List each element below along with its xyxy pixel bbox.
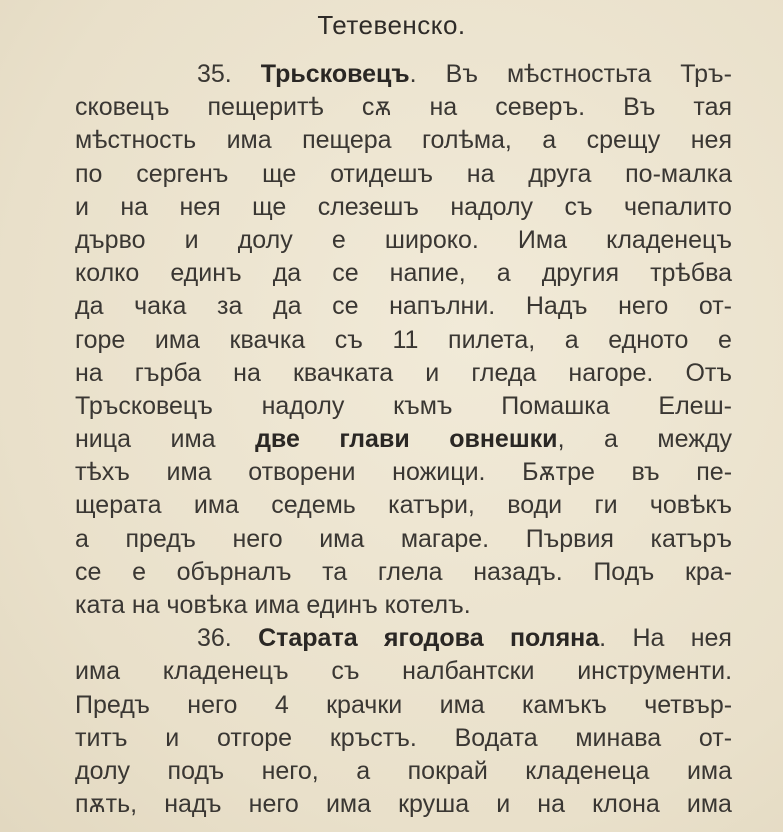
text-line <box>75 290 732 323</box>
text-segment: него, <box>261 756 319 785</box>
text-segment: северъ. <box>495 93 586 122</box>
text-line <box>75 788 732 821</box>
text-segment: на <box>75 358 103 387</box>
text-segment: Отъ <box>685 358 732 387</box>
body-text <box>75 58 732 821</box>
text-segment: 35. <box>197 60 232 88</box>
text-line <box>75 224 732 257</box>
text-segment: а <box>356 756 371 785</box>
text-segment: има <box>439 690 485 719</box>
text-segment: предъ <box>125 524 196 553</box>
text-segment: катъръ <box>650 524 732 553</box>
text-segment: него <box>618 292 669 321</box>
text-segment: съ <box>331 657 360 686</box>
text-line <box>75 423 732 456</box>
text-segment: се <box>75 557 102 586</box>
text-segment: да <box>272 292 302 321</box>
text-segment: от- <box>698 292 732 321</box>
text-segment: от- <box>698 723 733 752</box>
text-segment: другия <box>541 259 620 288</box>
text-segment: сковецъ <box>75 93 170 122</box>
text-line <box>75 124 732 157</box>
text-segment: нея <box>179 192 221 221</box>
text-segment: а <box>564 325 579 354</box>
bold-heading-text: овнешки <box>449 425 558 454</box>
text-line <box>75 390 732 423</box>
text-segment: обърналъ <box>176 557 292 586</box>
text-segment: напълни. <box>389 292 496 321</box>
text-segment: има <box>325 790 371 819</box>
text-segment: тѣхъ <box>75 458 130 487</box>
text-segment: води <box>507 491 563 520</box>
text-segment: гледа <box>471 358 537 387</box>
bold-heading-text: ягодова <box>383 624 484 653</box>
text-segment: Подъ <box>593 557 655 586</box>
text-line <box>75 722 732 755</box>
text-segment: Въ <box>445 60 478 88</box>
text-line <box>75 357 732 390</box>
text-segment: четвър- <box>644 690 733 719</box>
text-segment: сѫ <box>361 93 392 122</box>
text-segment: и <box>425 358 440 387</box>
text-segment: къмъ <box>393 391 453 420</box>
text-segment: е <box>718 325 732 354</box>
text-segment: щерата <box>75 491 162 520</box>
text-segment: пилета, <box>448 325 536 354</box>
text-segment: колко <box>75 259 140 288</box>
text-segment: отворени <box>248 458 356 487</box>
text-segment: пѫть, <box>75 790 138 819</box>
bold-heading-text: глави <box>339 425 410 454</box>
text-segment: да <box>75 292 104 321</box>
text-segment: единъ <box>170 259 242 288</box>
text-segment: има <box>170 425 216 454</box>
text-segment: мѣстностьта <box>506 60 652 88</box>
text-segment: въ <box>631 458 660 487</box>
text-segment: ножици. <box>392 458 486 487</box>
text-segment: 11 <box>392 325 419 354</box>
text-segment: него <box>187 690 238 719</box>
text-segment: глела <box>377 557 443 586</box>
text-segment: надолу <box>450 192 534 221</box>
text-segment: голѣма, <box>421 126 512 155</box>
text-segment: има <box>226 126 272 155</box>
bold-heading-text: поляна <box>509 624 600 653</box>
text-segment: напие, <box>389 259 466 288</box>
text-segment: ще <box>262 159 297 188</box>
text-segment: на <box>120 192 149 221</box>
text-segment: клона <box>592 790 660 819</box>
text-segment: и <box>184 225 199 254</box>
text-segment: друга <box>528 159 592 188</box>
text-segment: нея <box>690 126 732 155</box>
text-segment: долу <box>237 225 293 254</box>
page-heading: Тетевенско. <box>317 10 466 40</box>
text-segment: инструменти. <box>577 657 733 686</box>
text-segment: съ <box>334 325 363 354</box>
text-segment: за <box>217 292 243 321</box>
text-line <box>75 158 732 191</box>
text-segment: се <box>332 292 359 321</box>
bold-heading-text: две <box>255 425 300 454</box>
text-segment: него <box>232 524 283 553</box>
text-segment: по-малка <box>625 159 732 188</box>
text-segment: а <box>75 524 89 553</box>
text-segment: съ <box>564 192 593 221</box>
text-segment: слезешъ <box>317 192 419 221</box>
text-segment: Помашка <box>501 391 610 420</box>
text-line <box>75 755 732 788</box>
text-line <box>75 655 732 688</box>
text-segment: срещу <box>586 126 661 155</box>
text-segment: ги <box>594 491 618 520</box>
text-segment: Водата <box>454 723 538 752</box>
text-line <box>75 589 732 622</box>
text-line <box>75 689 732 722</box>
text-line <box>75 622 732 655</box>
text-segment: дърво <box>75 225 146 254</box>
text-segment: е <box>331 225 346 254</box>
text-segment: назадъ. <box>473 557 563 586</box>
text-segment: и <box>165 723 180 752</box>
text-line <box>75 456 732 489</box>
text-segment: минава <box>575 723 662 752</box>
text-segment: пе- <box>696 458 733 487</box>
text-segment: надолу <box>261 391 345 420</box>
text-segment: Тръсковецъ <box>75 391 213 420</box>
text-segment: на <box>466 159 495 188</box>
text-segment: човѣкъ <box>649 491 732 520</box>
text-segment: горе <box>75 325 126 354</box>
text-segment: да <box>272 259 302 288</box>
text-segment: кладенеца <box>525 756 650 785</box>
text-line <box>75 257 732 290</box>
text-line <box>75 58 732 91</box>
text-segment: круша <box>398 790 470 819</box>
text-segment: трѣбва <box>650 259 732 288</box>
text-segment: , <box>557 425 565 454</box>
text-line <box>75 523 732 556</box>
text-segment: чепалито <box>623 192 732 221</box>
text-segment: 36. <box>197 624 232 653</box>
text-segment: има <box>193 491 239 520</box>
text-segment: сергенъ <box>136 159 229 188</box>
text-segment: та <box>322 557 348 586</box>
text-segment: кра- <box>684 557 733 586</box>
text-segment: ница <box>75 425 131 454</box>
text-line <box>75 556 732 589</box>
text-segment: широко. <box>384 225 479 254</box>
text-segment: Въ <box>623 93 656 122</box>
text-segment: има <box>166 458 212 487</box>
text-segment: на <box>537 790 565 819</box>
text-segment: подъ <box>167 756 225 785</box>
text-segment: пещера <box>302 126 392 155</box>
text-segment: покрай <box>407 756 488 785</box>
text-segment: него <box>248 790 299 819</box>
text-segment: магаре. <box>400 524 490 553</box>
text-segment: се <box>332 259 359 288</box>
text-segment: Бѫтре <box>522 458 595 487</box>
text-segment: чака <box>134 292 187 321</box>
text-segment: . <box>599 624 607 653</box>
text-segment: нея <box>690 624 732 653</box>
text-segment: Тръ- <box>680 60 733 88</box>
text-segment: квачката <box>292 358 394 387</box>
text-segment: между <box>657 425 733 454</box>
bold-heading-text: Трьсковецъ <box>260 60 410 88</box>
text-segment: кладенецъ <box>606 225 732 254</box>
text-segment: крачки <box>326 690 403 719</box>
text-segment: има <box>154 325 200 354</box>
text-segment: долу <box>75 756 131 785</box>
text-segment: има <box>686 756 732 785</box>
text-segment: седемь <box>271 491 356 520</box>
text-segment: отгоре <box>216 723 293 752</box>
text-segment: Има <box>517 225 567 254</box>
text-segment: отидешъ <box>330 159 434 188</box>
text-line <box>75 489 732 522</box>
text-segment: титъ <box>75 723 128 752</box>
text-segment: гърба <box>134 358 202 387</box>
text-segment: На <box>632 624 665 653</box>
text-segment: квачка <box>229 325 306 354</box>
text-segment: а <box>496 259 511 288</box>
text-segment: и <box>496 790 511 819</box>
text-segment: кладенецъ <box>162 657 289 686</box>
text-line <box>75 191 732 224</box>
text-segment: Елеш- <box>658 391 732 420</box>
text-segment: има <box>686 790 732 819</box>
text-segment: ката на човѣка има единъ котелъ. <box>75 591 471 619</box>
text-line <box>75 91 732 124</box>
text-segment: има <box>75 657 121 686</box>
text-segment: катъри, <box>388 491 475 520</box>
text-segment: кръстъ. <box>329 723 417 752</box>
text-segment: 4 <box>274 690 289 719</box>
text-segment: Първия <box>525 524 614 553</box>
text-segment: има <box>319 524 365 553</box>
text-segment: Надъ <box>525 292 588 321</box>
text-segment: Предъ <box>75 690 150 719</box>
text-line <box>75 324 732 357</box>
text-segment: тая <box>693 93 733 122</box>
text-segment: и <box>75 192 89 221</box>
text-segment: а <box>542 126 557 155</box>
text-segment: е <box>132 557 146 586</box>
text-segment: ще <box>252 192 287 221</box>
text-segment: на <box>429 93 458 122</box>
text-segment: по <box>75 159 103 188</box>
text-segment: на <box>233 358 261 387</box>
text-segment: а <box>604 425 618 454</box>
text-segment: мѣстность <box>75 126 197 155</box>
text-segment: налбантски <box>402 657 535 686</box>
text-segment: пещеритѣ <box>207 93 324 122</box>
text-segment: камъкъ <box>522 690 607 719</box>
text-segment: . <box>409 60 417 88</box>
bold-heading-text: Старата <box>258 624 358 653</box>
text-segment: едното <box>608 325 689 354</box>
text-segment: надъ <box>164 790 222 819</box>
text-segment: нагоре. <box>568 358 654 387</box>
